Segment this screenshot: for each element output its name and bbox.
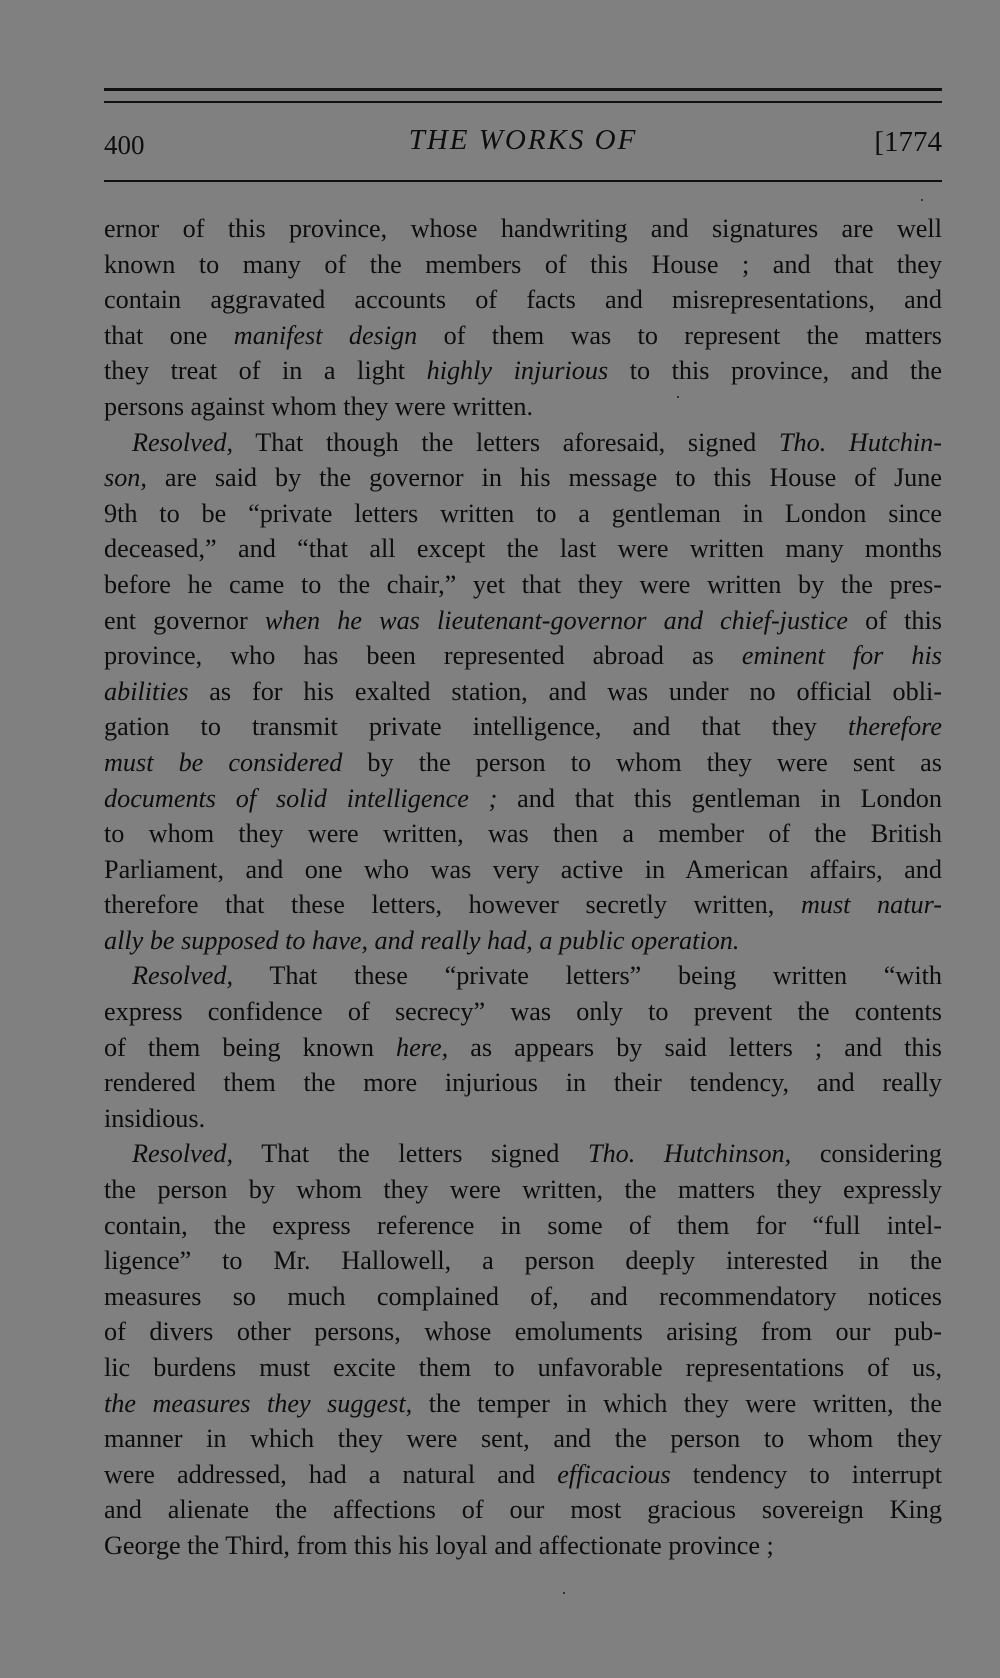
running-header bbox=[104, 124, 942, 164]
text-run: province, who has been represented abroad as bbox=[104, 641, 742, 671]
italic-run: here, bbox=[396, 1032, 449, 1062]
text-line bbox=[104, 816, 942, 852]
paragraph bbox=[104, 1136, 942, 1563]
text-line bbox=[104, 887, 942, 923]
text-run: as for his exalted station, and was under no official obli- bbox=[188, 676, 942, 706]
text-run: to this province, and the bbox=[608, 356, 942, 386]
text-run: contain aggravated accounts of facts and misrepresentations, and bbox=[104, 285, 942, 315]
text-line bbox=[104, 1314, 942, 1350]
italic-run: when he was lieutenant-governor and chief-justice bbox=[264, 605, 849, 635]
text-run: before he came to the chair,” yet that they were written by the pres- bbox=[104, 569, 942, 599]
text-run: insidious. bbox=[104, 1103, 206, 1133]
text-run: of divers other persons, whose emoluments arising from our pub- bbox=[104, 1317, 942, 1347]
text-line bbox=[104, 958, 942, 994]
text-line bbox=[104, 1350, 942, 1386]
running-title: THE WORKS OF bbox=[408, 124, 638, 156]
italic-run: the measures they suggest, bbox=[104, 1388, 413, 1418]
text-run: they treat of in a light bbox=[104, 356, 427, 386]
text-run: by the person to whom they were sent as bbox=[342, 747, 942, 777]
paragraph bbox=[104, 211, 942, 425]
text-run: considering bbox=[791, 1139, 942, 1169]
text-run: ent governor bbox=[104, 605, 265, 635]
year-marker: [1774 bbox=[874, 126, 942, 158]
text-run: That though the letters aforesaid, signed bbox=[233, 427, 779, 457]
text-run: manner in which they were sent, and the person to whom they bbox=[104, 1424, 942, 1454]
paragraph bbox=[104, 425, 942, 959]
text-run: tendency to interrupt bbox=[670, 1459, 942, 1489]
text-run: express confidence of secrecy” was only to prevent the contents bbox=[104, 997, 942, 1027]
text-line bbox=[104, 318, 942, 354]
text-line bbox=[104, 211, 942, 247]
print-speck bbox=[677, 396, 679, 398]
italic-run: abilities bbox=[104, 676, 189, 706]
header-rule-upper bbox=[104, 88, 942, 91]
header-rule-bottom bbox=[104, 180, 942, 182]
text-line bbox=[104, 638, 942, 674]
text-run: the temper in which they were written, the bbox=[412, 1388, 942, 1418]
text-run: and that this gentleman in London bbox=[497, 783, 942, 813]
text-run: 9th to be “private letters written to a gentleman in London since bbox=[104, 498, 942, 528]
text-run: ligence” to Mr. Hallowell, a person deeply interested in the bbox=[104, 1246, 942, 1276]
text-line bbox=[104, 923, 942, 959]
italic-run: Resolved, bbox=[132, 1139, 234, 1169]
italic-run: must natur- bbox=[800, 890, 942, 920]
text-line bbox=[104, 531, 942, 567]
text-line bbox=[104, 745, 942, 781]
italic-run: highly injurious bbox=[426, 356, 609, 386]
italic-run: must be considered bbox=[104, 747, 343, 777]
italic-run: Tho. Hutchin- bbox=[778, 427, 943, 457]
text-line bbox=[104, 389, 942, 425]
text-line bbox=[104, 852, 942, 888]
text-run: That the letters signed bbox=[233, 1139, 588, 1169]
text-run: lic burdens must excite them to unfavorable representations of us, bbox=[104, 1353, 942, 1382]
italic-run: documents of solid intelligence ; bbox=[104, 783, 498, 813]
italic-run: therefore bbox=[847, 712, 942, 742]
italic-run: Resolved, bbox=[132, 961, 234, 991]
text-run: are said by the governor in his message to this House of June bbox=[146, 463, 942, 493]
italic-run: ally be supposed to have, and really had, a public operation. bbox=[104, 925, 740, 955]
text-run: measures so much complained of, and recommendatory notices bbox=[104, 1281, 942, 1311]
text-run: persons against whom they were written. bbox=[104, 391, 534, 421]
italic-run: efficacious bbox=[557, 1459, 671, 1489]
italic-run: Tho. Hutchinson, bbox=[588, 1139, 792, 1169]
text-line bbox=[104, 460, 942, 496]
text-line bbox=[104, 1421, 942, 1457]
text-line bbox=[104, 603, 942, 639]
text-line bbox=[104, 994, 942, 1030]
text-run: known to many of the members of this House ; and that they bbox=[104, 249, 942, 279]
text-run: therefore that these letters, however secretly written, bbox=[104, 890, 801, 920]
text-run: That these “private letters” being written “with bbox=[233, 961, 942, 991]
text-line bbox=[104, 709, 942, 745]
text-run: deceased,” and “that all except the last were written many months bbox=[104, 534, 942, 564]
text-line bbox=[104, 1030, 942, 1066]
text-line bbox=[104, 1065, 942, 1101]
text-run: Parliament, and one who was very active in American affairs, and bbox=[104, 854, 942, 884]
text-line bbox=[104, 674, 942, 710]
text-run: that one bbox=[104, 320, 234, 350]
text-line bbox=[104, 282, 942, 318]
text-line bbox=[104, 1528, 942, 1564]
text-line bbox=[104, 1208, 942, 1244]
text-line bbox=[104, 1101, 942, 1137]
text-line bbox=[104, 1492, 942, 1528]
header-rule-lower bbox=[104, 101, 942, 103]
text-run: of them was to represent the matters bbox=[417, 320, 942, 350]
print-speck bbox=[563, 1592, 565, 1594]
text-run: contain, the express reference in some of them for “full intel- bbox=[104, 1210, 942, 1240]
text-run: as appears by said letters ; and this bbox=[448, 1032, 942, 1062]
paragraph bbox=[104, 958, 942, 1136]
text-line bbox=[104, 425, 942, 461]
text-run: the person by whom they were written, the matters they expressly bbox=[104, 1175, 942, 1205]
text-line bbox=[104, 353, 942, 389]
text-line bbox=[104, 1243, 942, 1279]
text-line bbox=[104, 567, 942, 603]
text-run: of this bbox=[848, 605, 942, 635]
text-line bbox=[104, 247, 942, 283]
italic-run: son, bbox=[104, 463, 147, 493]
text-line bbox=[104, 1457, 942, 1493]
text-run: George the Third, from this his loyal and affectionate province ; bbox=[104, 1530, 774, 1560]
text-line bbox=[104, 496, 942, 532]
text-run: rendered them the more injurious in their tendency, and really bbox=[104, 1068, 942, 1098]
text-line bbox=[104, 1386, 942, 1422]
print-speck bbox=[921, 199, 923, 201]
text-line bbox=[104, 1172, 942, 1208]
italic-run: manifest design bbox=[233, 320, 418, 350]
text-run: were addressed, had a natural and bbox=[104, 1459, 558, 1489]
text-run: gation to transmit private intelligence, and that they bbox=[104, 712, 848, 742]
text-run: of them being known bbox=[104, 1032, 397, 1062]
text-run: ernor of this province, whose handwriting and signatures are well bbox=[104, 214, 942, 243]
italic-run: Resolved, bbox=[132, 427, 234, 457]
body-text bbox=[104, 211, 942, 1564]
text-line bbox=[104, 1136, 942, 1172]
page-number: 400 bbox=[104, 130, 145, 160]
text-run: and alienate the affections of our most gracious sovereign King bbox=[104, 1495, 942, 1525]
text-line bbox=[104, 781, 942, 817]
text-run: to whom they were written, was then a member of the British bbox=[104, 819, 942, 849]
text-line bbox=[104, 1279, 942, 1315]
italic-run: eminent for his bbox=[741, 641, 942, 671]
